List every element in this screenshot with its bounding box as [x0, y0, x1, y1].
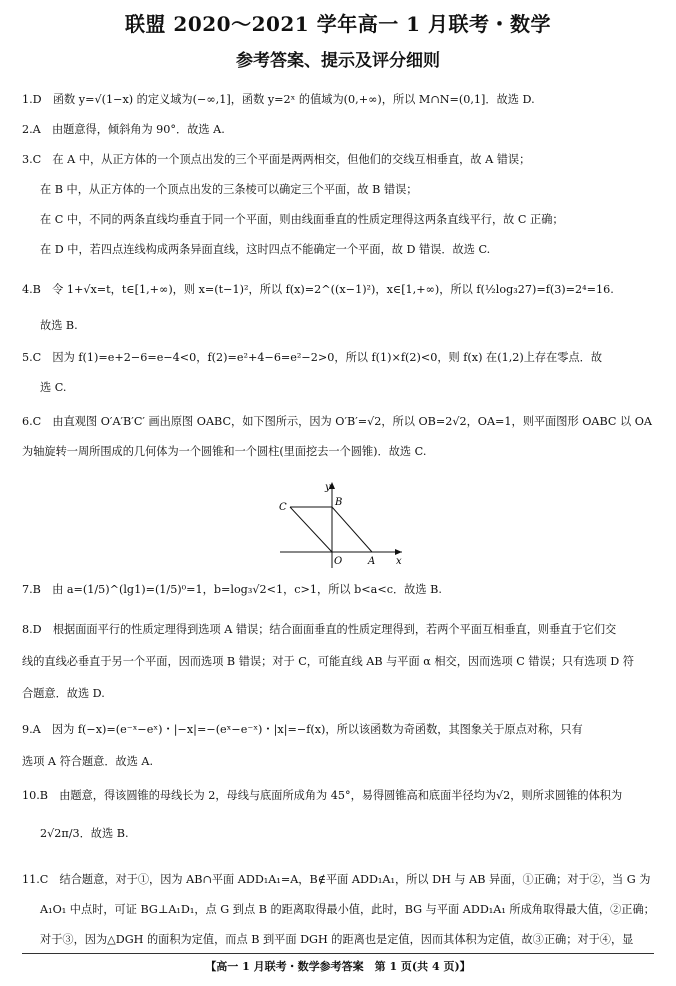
- figure-label-c: C: [279, 502, 287, 513]
- answer-7: 7.B 由 a=(1/5)^(lg1)=(1/5)⁰=1，b=log₃√2<1，c>1，所以 b<a<c．故选 B.: [22, 583, 442, 596]
- figure-label-b: B: [335, 497, 343, 508]
- page-title: 联盟 2020～2021 学年高一 1 月联考・数学: [124, 12, 552, 36]
- figure-label-y: y: [325, 482, 331, 493]
- figure-label-o: O: [334, 556, 343, 567]
- figure-label-a: A: [368, 556, 376, 567]
- answer-11-end: 对于③，因为△DGH 的面积为定值，而点 B 到平面 DGH 的距离也是定值，因而其体积为定值，故③正确；对于④，显: [40, 933, 634, 946]
- footer-rule: [22, 953, 654, 954]
- answer-8-end: 合题意．故选 D.: [22, 687, 105, 700]
- page-subtitle: 参考答案、提示及评分细则: [236, 51, 440, 71]
- page-footer: 【高一 1 月联考・数学参考答案 第 1 页(共 4 页)】: [205, 960, 471, 973]
- answer-6: 6.C 由直观图 O′A′B′C′ 画出原图 OABC，如下图所示，因为 O′B′=√2，所以 OB=2√2，OA=1，则平面图形 OABC 以 OA: [22, 415, 653, 428]
- answer-1: 1.D 函数 y=√(1−x) 的定义域为(−∞,1]，函数 y=2ˣ 的值域为(0,+∞)，所以 M∩N=(0,1]．故选 D.: [22, 93, 535, 106]
- answer-3-b: 在 B 中，从正方体的一个顶点出发的三条棱可以确定三个平面，故 B 错误；: [40, 183, 418, 196]
- answer-10: 10.B 由题意，得该圆锥的母线长为 2，母线与底面所成角为 45°，易得圆锥高和底面半径均为√2，则所求圆锥的体积为: [22, 789, 623, 802]
- answer-10-cont: 2√2π/3．故选 B.: [40, 827, 129, 840]
- figure-label-x: x: [396, 556, 402, 567]
- answer-8: 8.D 根据面面平行的性质定理得到选项 A 错误；结合面面垂直的性质定理得到，若两个平面互相垂直，则垂直于它们交: [22, 623, 617, 636]
- answer-9: 9.A 因为 f(−x)=(e⁻ˣ−eˣ)・|−x|=−(eˣ−e⁻ˣ)・|x|=−f(x)，所以该函数为奇函数，其图象关于原点对称，只有: [22, 723, 583, 736]
- answer-6-cont: 为轴旋转一周所围成的几何体为一个圆锥和一个圆柱(里面挖去一个圆锥)．故选 C.: [22, 445, 427, 458]
- answer-8-cont: 线的直线必垂直于另一个平面，因而选项 B 错误；对于 C，可能直线 AB 与平面 α 相交，因而选项 C 错误；只有选项 D 符: [22, 655, 634, 668]
- answer-11: 11.C 结合题意，对于①，因为 AB∩平面 ADD₁A₁=A，B∉平面 ADD₁A₁，所以 DH 与 AB 异面，①正确；对于②，当 G 为: [22, 873, 651, 886]
- answer-5: 5.C 因为 f(1)=e+2−6=e−4<0，f(2)=e²+4−6=e²−2>0，所以 f(1)×f(2)<0，则 f(x) 在(1,2)上存在零点．故: [22, 351, 603, 364]
- answer-2: 2.A 由题意得，倾斜角为 90°．故选 A.: [22, 123, 225, 136]
- answer-5-cont: 选 C.: [40, 381, 67, 394]
- answer-9-cont: 选项 A 符合题意．故选 A.: [22, 755, 154, 768]
- answer-4-cont: 故选 B.: [40, 319, 78, 332]
- answer-3-c: 在 C 中，不同的两条直线均垂直于同一个平面，则由线面垂直的性质定理得这两条直线平行，故 C 正确；: [40, 213, 564, 226]
- answer-4: 4.B 令 1+√x=t，t∈[1,+∞)，则 x=(t−1)²，所以 f(x)=2^((x−1)²)，x∈[1,+∞)，所以 f(½log₃27)=f(3)=2⁴=16.: [22, 283, 614, 296]
- oabc-figure: [276, 478, 408, 570]
- answer-11-cont: A₁O₁ 中点时，可证 BG⊥A₁D₁，点 G 到点 B 的距离取得最小值，此时，BG 与平面 ADD₁A₁ 所成角取得最大值，②正确；: [40, 903, 655, 916]
- answer-3-d: 在 D 中，若四点连线构成两条异面直线，这时四点不能确定一个平面，故 D 错误．故选 C.: [40, 243, 491, 256]
- answer-3: 3.C 在 A 中，从正方体的一个顶点出发的三个平面是两两相交，但他们的交线互相垂直，故 A 错误；: [22, 153, 531, 166]
